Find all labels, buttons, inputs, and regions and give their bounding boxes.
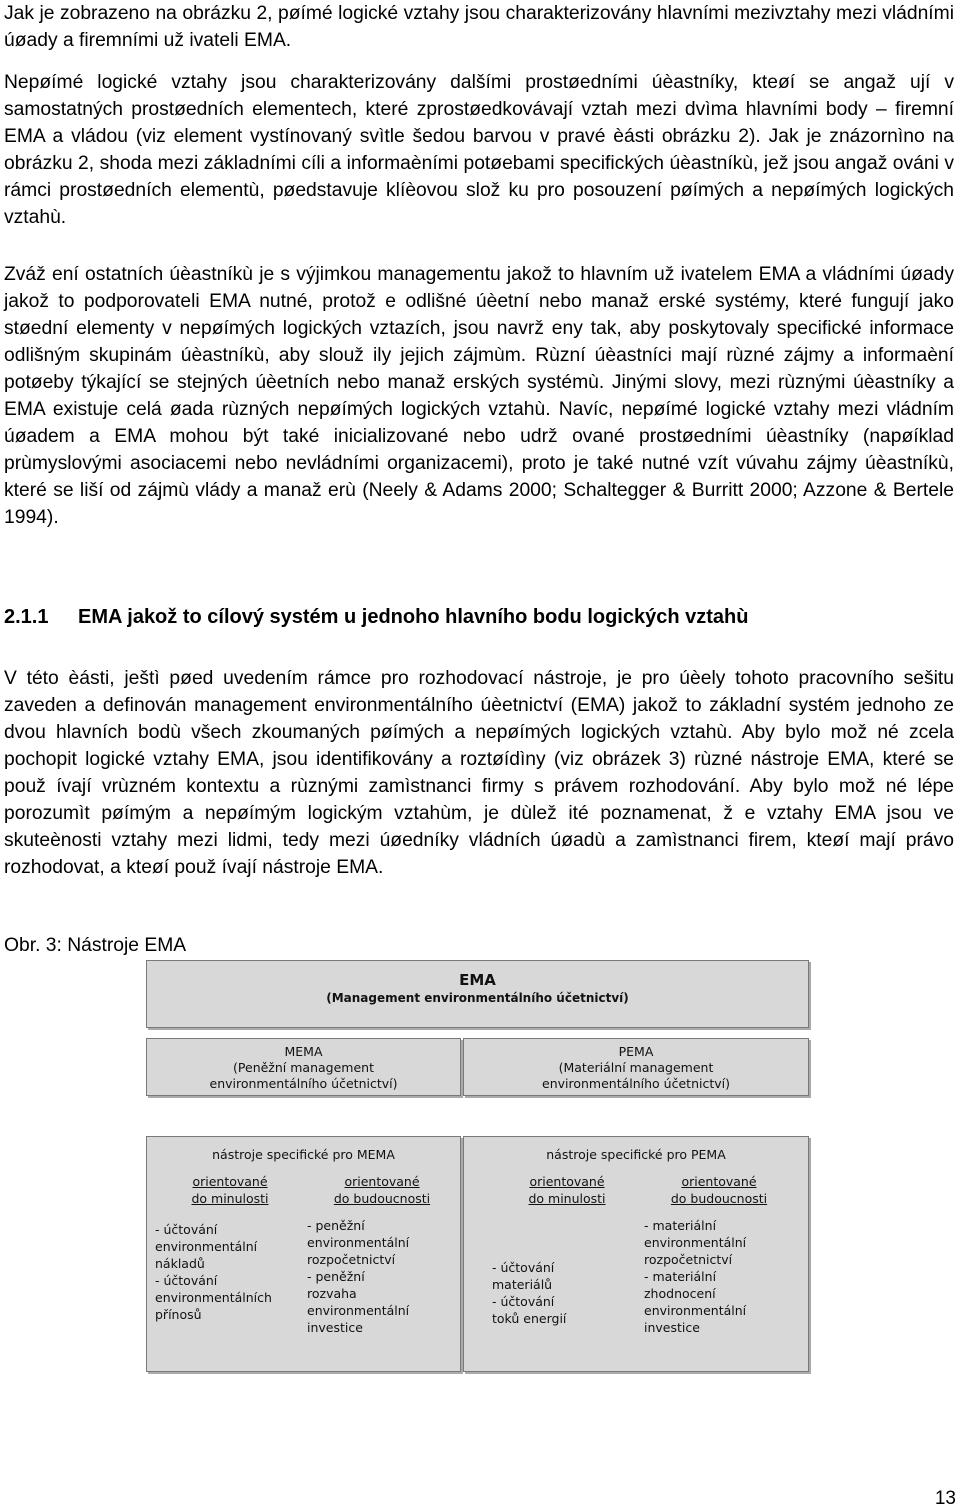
mema-tools-title: nástroje specifické pro MEMA <box>212 1147 395 1162</box>
ema-box <box>146 960 809 1028</box>
pema-future-column <box>644 1173 794 1336</box>
figure-caption: Obr. 3: Nástroje EMA <box>4 935 187 956</box>
pema-future-heading: orientované do budoucnosti <box>670 1174 768 1206</box>
paragraph-2: Nepøímé logické vztahy jsou charakterizovány dalšími prostøedními úèastníky, kteøí se angaž ují v samostatných prostøedních elementech, které zprostøedkovávají vztah mezi dvìma hlavními body – firemní EMA a vládou (viz element vystínovaný svìtle šedou barvou v pravé èásti obrázku 2). Jak je znázornìno na obrázku 2, shoda mezi základními cíli a informaèními potøebami specifických úèastníkù, jež jsou angaž ováni v rámci prostøedních elementù, pøedstavuje klíèovou slož ku pro posouzení pøímých a nepøímých logických vztahù. <box>4 72 954 228</box>
section-heading <box>4 604 748 631</box>
mema-line-1: (Peněžní management <box>233 1060 374 1075</box>
section-title: EMA jakož to cílový systém u jednoho hlavního bodu logických vztahù <box>78 606 749 628</box>
mema-box <box>146 1038 461 1096</box>
ema-subtitle: (Management environmentálního účetnictví) <box>326 991 629 1005</box>
paragraph-4: V této èásti, ještì pøed uvedením rámce pro rozhodovací nástroje, je pro úèely tohoto pracovního sešitu zaveden a definován management environmentálního úèetnictví (EMA) jakož to základní systém jednoho ze dvou hlavních bodù všech zkoumaných pøímých a nepøímých logických vztahù. Aby bylo mož né zcela pochopit logické vztahy EMA, jsou identifikovány a roztøídìny (viz obrázek 3) rùzné nástroje EMA, které se použ ívají vrùzném kontextu a rùznými zamìstnanci firmy s právem rozhodování. Aby bylo mož né lépe porozumìt pøímým a nepøímým logickým vztahùm, je dùlež ité poznamenat, ž e vztahy EMA jsou ve skuteènosti vztahy mezi lidmi, tedy mezi úøedníky vládních úøadù a zamìstnanci firem, kteøí mají právo rozhodovat, a kteøí použ ívají nástroje EMA. <box>4 668 954 878</box>
pema-line-1: (Materiální management <box>558 1060 714 1075</box>
mema-tools-box <box>146 1136 461 1372</box>
pema-line-2: environmentálního účetnictví) <box>542 1076 730 1091</box>
mema-past-items: - účtování environmentální nákladů - účtování environmentálních přínosů <box>155 1222 272 1322</box>
mema-future-items: - peněžní environmentální rozpočetnictví - peněžní rozvaha environmentální investice <box>307 1218 410 1335</box>
mema-title: MEMA <box>284 1044 323 1059</box>
pema-tools-box <box>463 1136 809 1372</box>
mema-future-heading: orientované do budoucnosti <box>333 1174 431 1206</box>
mema-future-column <box>307 1173 457 1336</box>
page-number: 13 <box>934 1488 956 1509</box>
mema-line-2: environmentálního účetnictví) <box>209 1076 398 1091</box>
paragraph-3: Zváž ení ostatních úèastníkù je s výjimkou managementu jakož to hlavním už ivatelem EMA a vládními úøady jakož to podporovateli EMA nutné, protož e odlišné úèetní nebo manaž erské systémy, které fungují jako støední elementy v nepøímých logických vztazích, jsou navrž eny tak, aby poskytovaly specifické informace odlišným skupinám úèastníkù, aby slouž ily jejich zájmùm. Rùzní úèastníci mají rùzné zájmy a informaèní potøeby týkající se stejných úèetních nebo manaž erských systémù. Jinými slovy, mezi rùznými úèastníky a EMA existuje celá øada rùzných nepøímých logických vztahù. Navíc, nepøímé logické vztahy mezi vládním úøadem a EMA mohou být také inicializované nebo udrž ované prostøedními úèastníky (napøíklad prùmyslovými asociacemi nebo nevládními organizacemi), proto je také nutné vzít vúvahu zájmy úèastníkù, které se liší od zájmù vlády a manaž erù (Neely & Adams 2000; Schaltegger & Burritt 2000; Azzone & Bertele 1994). <box>4 264 954 528</box>
pema-past-column <box>492 1173 642 1327</box>
ema-title: EMA <box>459 971 496 989</box>
section-number: 2.1.1 <box>4 606 49 628</box>
paragraph-1: Jak je zobrazeno na obrázku 2, pøímé logické vztahy jsou charakterizovány hlavními mezivztahy mezi vládními úøady a firemními už ivateli EMA. <box>4 3 954 51</box>
pema-box <box>463 1038 809 1096</box>
ema-tools-diagram <box>146 960 809 1372</box>
mema-past-heading: orientované do minulosti <box>191 1174 269 1206</box>
mema-past-column <box>155 1173 305 1323</box>
pema-past-heading: orientované do minulosti <box>528 1174 606 1206</box>
pema-tools-title: nástroje specifické pro PEMA <box>546 1147 726 1162</box>
pema-title: PEMA <box>618 1044 654 1059</box>
pema-past-items: - účtování materiálů - účtování toků energií <box>492 1260 567 1326</box>
pema-future-items: - materiální environmentální rozpočetnictví - materiální zhodnocení environmentální investice <box>644 1218 747 1335</box>
